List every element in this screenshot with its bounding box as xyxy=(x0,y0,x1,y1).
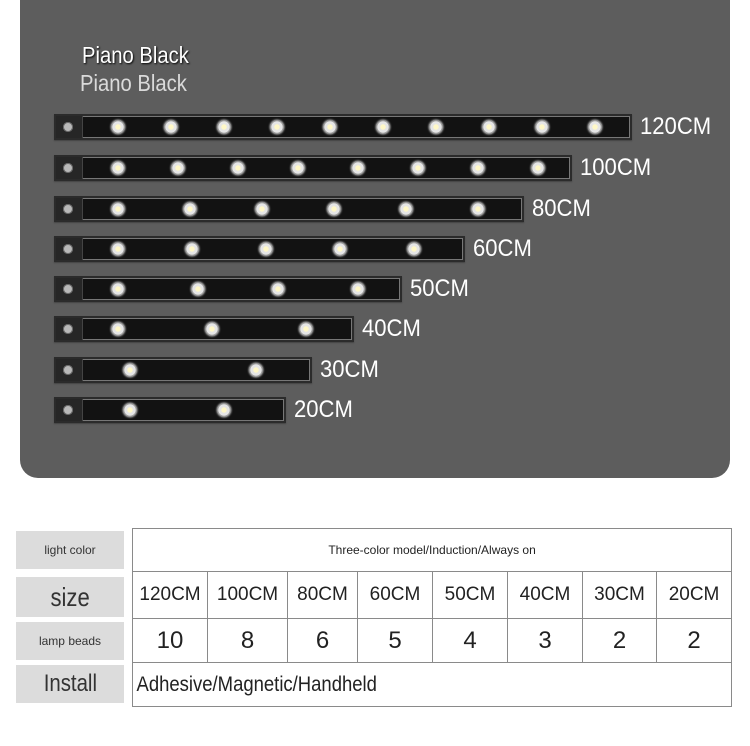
led-bead xyxy=(183,202,197,216)
led-bead xyxy=(185,242,199,256)
bar-length-label: 120CM xyxy=(640,113,712,140)
bar-length-label: 50CM xyxy=(410,275,469,302)
bar-endcap xyxy=(56,359,83,381)
light-bar-30cm xyxy=(54,357,312,383)
bar-length-label: 20CM xyxy=(294,396,353,423)
led-bead xyxy=(171,161,185,175)
bar-endcap xyxy=(56,278,83,300)
size-cell: 20CM xyxy=(657,572,732,619)
light-bar-20cm xyxy=(54,397,286,423)
bar-length-label: 40CM xyxy=(362,315,421,342)
header-size xyxy=(16,577,124,617)
led-bead xyxy=(588,120,602,134)
bar-endcap xyxy=(56,238,83,260)
led-bead xyxy=(123,403,137,417)
led-bead xyxy=(471,161,485,175)
header-install-label: Install xyxy=(43,670,97,697)
product-color-title: Piano Black xyxy=(82,42,189,68)
bar-length-label: 80CM xyxy=(532,195,591,222)
led-bead xyxy=(205,322,219,336)
size-cell: 60CM xyxy=(358,572,433,619)
header-lamp-beads xyxy=(16,622,124,660)
led-bead xyxy=(323,120,337,134)
led-bead xyxy=(270,120,284,134)
led-bead xyxy=(291,161,305,175)
led-bead xyxy=(327,202,341,216)
led-bead xyxy=(299,322,313,336)
size-cell: 120CM xyxy=(133,572,208,619)
led-bead xyxy=(123,363,137,377)
led-bead xyxy=(399,202,413,216)
spec-table xyxy=(132,528,732,707)
lamp-beads-cell: 4 xyxy=(433,619,508,663)
led-bead xyxy=(255,202,269,216)
bar-endcap xyxy=(56,198,83,220)
led-bead xyxy=(217,120,231,134)
lamp-beads-cell: 10 xyxy=(133,619,208,663)
lamp-beads-cell: 2 xyxy=(657,619,732,663)
bar-endcap xyxy=(56,116,83,138)
header-lamp-beads-label: lamp beads xyxy=(38,634,102,648)
bar-endcap xyxy=(56,157,83,179)
size-cell: 40CM xyxy=(508,572,583,619)
led-bead xyxy=(411,161,425,175)
row-lamp-beads xyxy=(133,619,732,663)
light-bar-40cm xyxy=(54,316,354,342)
size-cell: 50CM xyxy=(433,572,508,619)
size-cell: 30CM xyxy=(583,572,657,619)
light-bar-120cm xyxy=(54,114,632,140)
bar-endcap xyxy=(56,399,83,421)
row-size xyxy=(133,572,732,619)
light-color-value: Three-color model/Induction/Always on xyxy=(133,529,732,572)
led-bead xyxy=(531,161,545,175)
led-bead xyxy=(351,282,365,296)
product-color-title-reflection: Piano Black xyxy=(80,70,187,96)
header-install xyxy=(16,665,124,703)
led-bead xyxy=(333,242,347,256)
row-install xyxy=(133,663,732,707)
led-bead xyxy=(407,242,421,256)
led-bead xyxy=(111,202,125,216)
row-light-color xyxy=(133,529,732,572)
size-cell: 100CM xyxy=(208,572,288,619)
light-bar-80cm xyxy=(54,196,524,222)
lamp-beads-cell: 8 xyxy=(208,619,288,663)
install-value-cell xyxy=(133,663,732,707)
light-bar-60cm xyxy=(54,236,465,262)
bar-endcap xyxy=(56,318,83,340)
led-bead xyxy=(111,282,125,296)
led-bead xyxy=(164,120,178,134)
lamp-beads-cell: 6 xyxy=(288,619,358,663)
bar-length-label: 30CM xyxy=(320,356,379,383)
led-bead xyxy=(111,322,125,336)
install-value: Adhesive/Magnetic/Handheld xyxy=(136,672,377,696)
led-bead xyxy=(259,242,273,256)
header-light-color-label: light color xyxy=(44,543,96,557)
header-size-label: size xyxy=(50,581,90,612)
lamp-beads-cell: 3 xyxy=(508,619,583,663)
led-bead xyxy=(271,282,285,296)
led-bead xyxy=(471,202,485,216)
lamp-beads-cell: 2 xyxy=(583,619,657,663)
size-cell: 80CM xyxy=(288,572,358,619)
led-bead xyxy=(111,161,125,175)
led-bead xyxy=(376,120,390,134)
led-bead xyxy=(191,282,205,296)
led-bead xyxy=(111,242,125,256)
led-bead xyxy=(482,120,496,134)
led-bead xyxy=(111,120,125,134)
header-light-color xyxy=(16,531,124,569)
bar-length-label: 60CM xyxy=(473,235,532,262)
led-bead xyxy=(217,403,231,417)
bar-length-label: 100CM xyxy=(580,154,652,181)
led-bead xyxy=(429,120,443,134)
led-bead xyxy=(249,363,263,377)
light-bar-50cm xyxy=(54,276,402,302)
led-bead xyxy=(535,120,549,134)
lamp-beads-cell: 5 xyxy=(358,619,433,663)
light-bar-100cm xyxy=(54,155,572,181)
led-bead xyxy=(231,161,245,175)
led-bead xyxy=(351,161,365,175)
